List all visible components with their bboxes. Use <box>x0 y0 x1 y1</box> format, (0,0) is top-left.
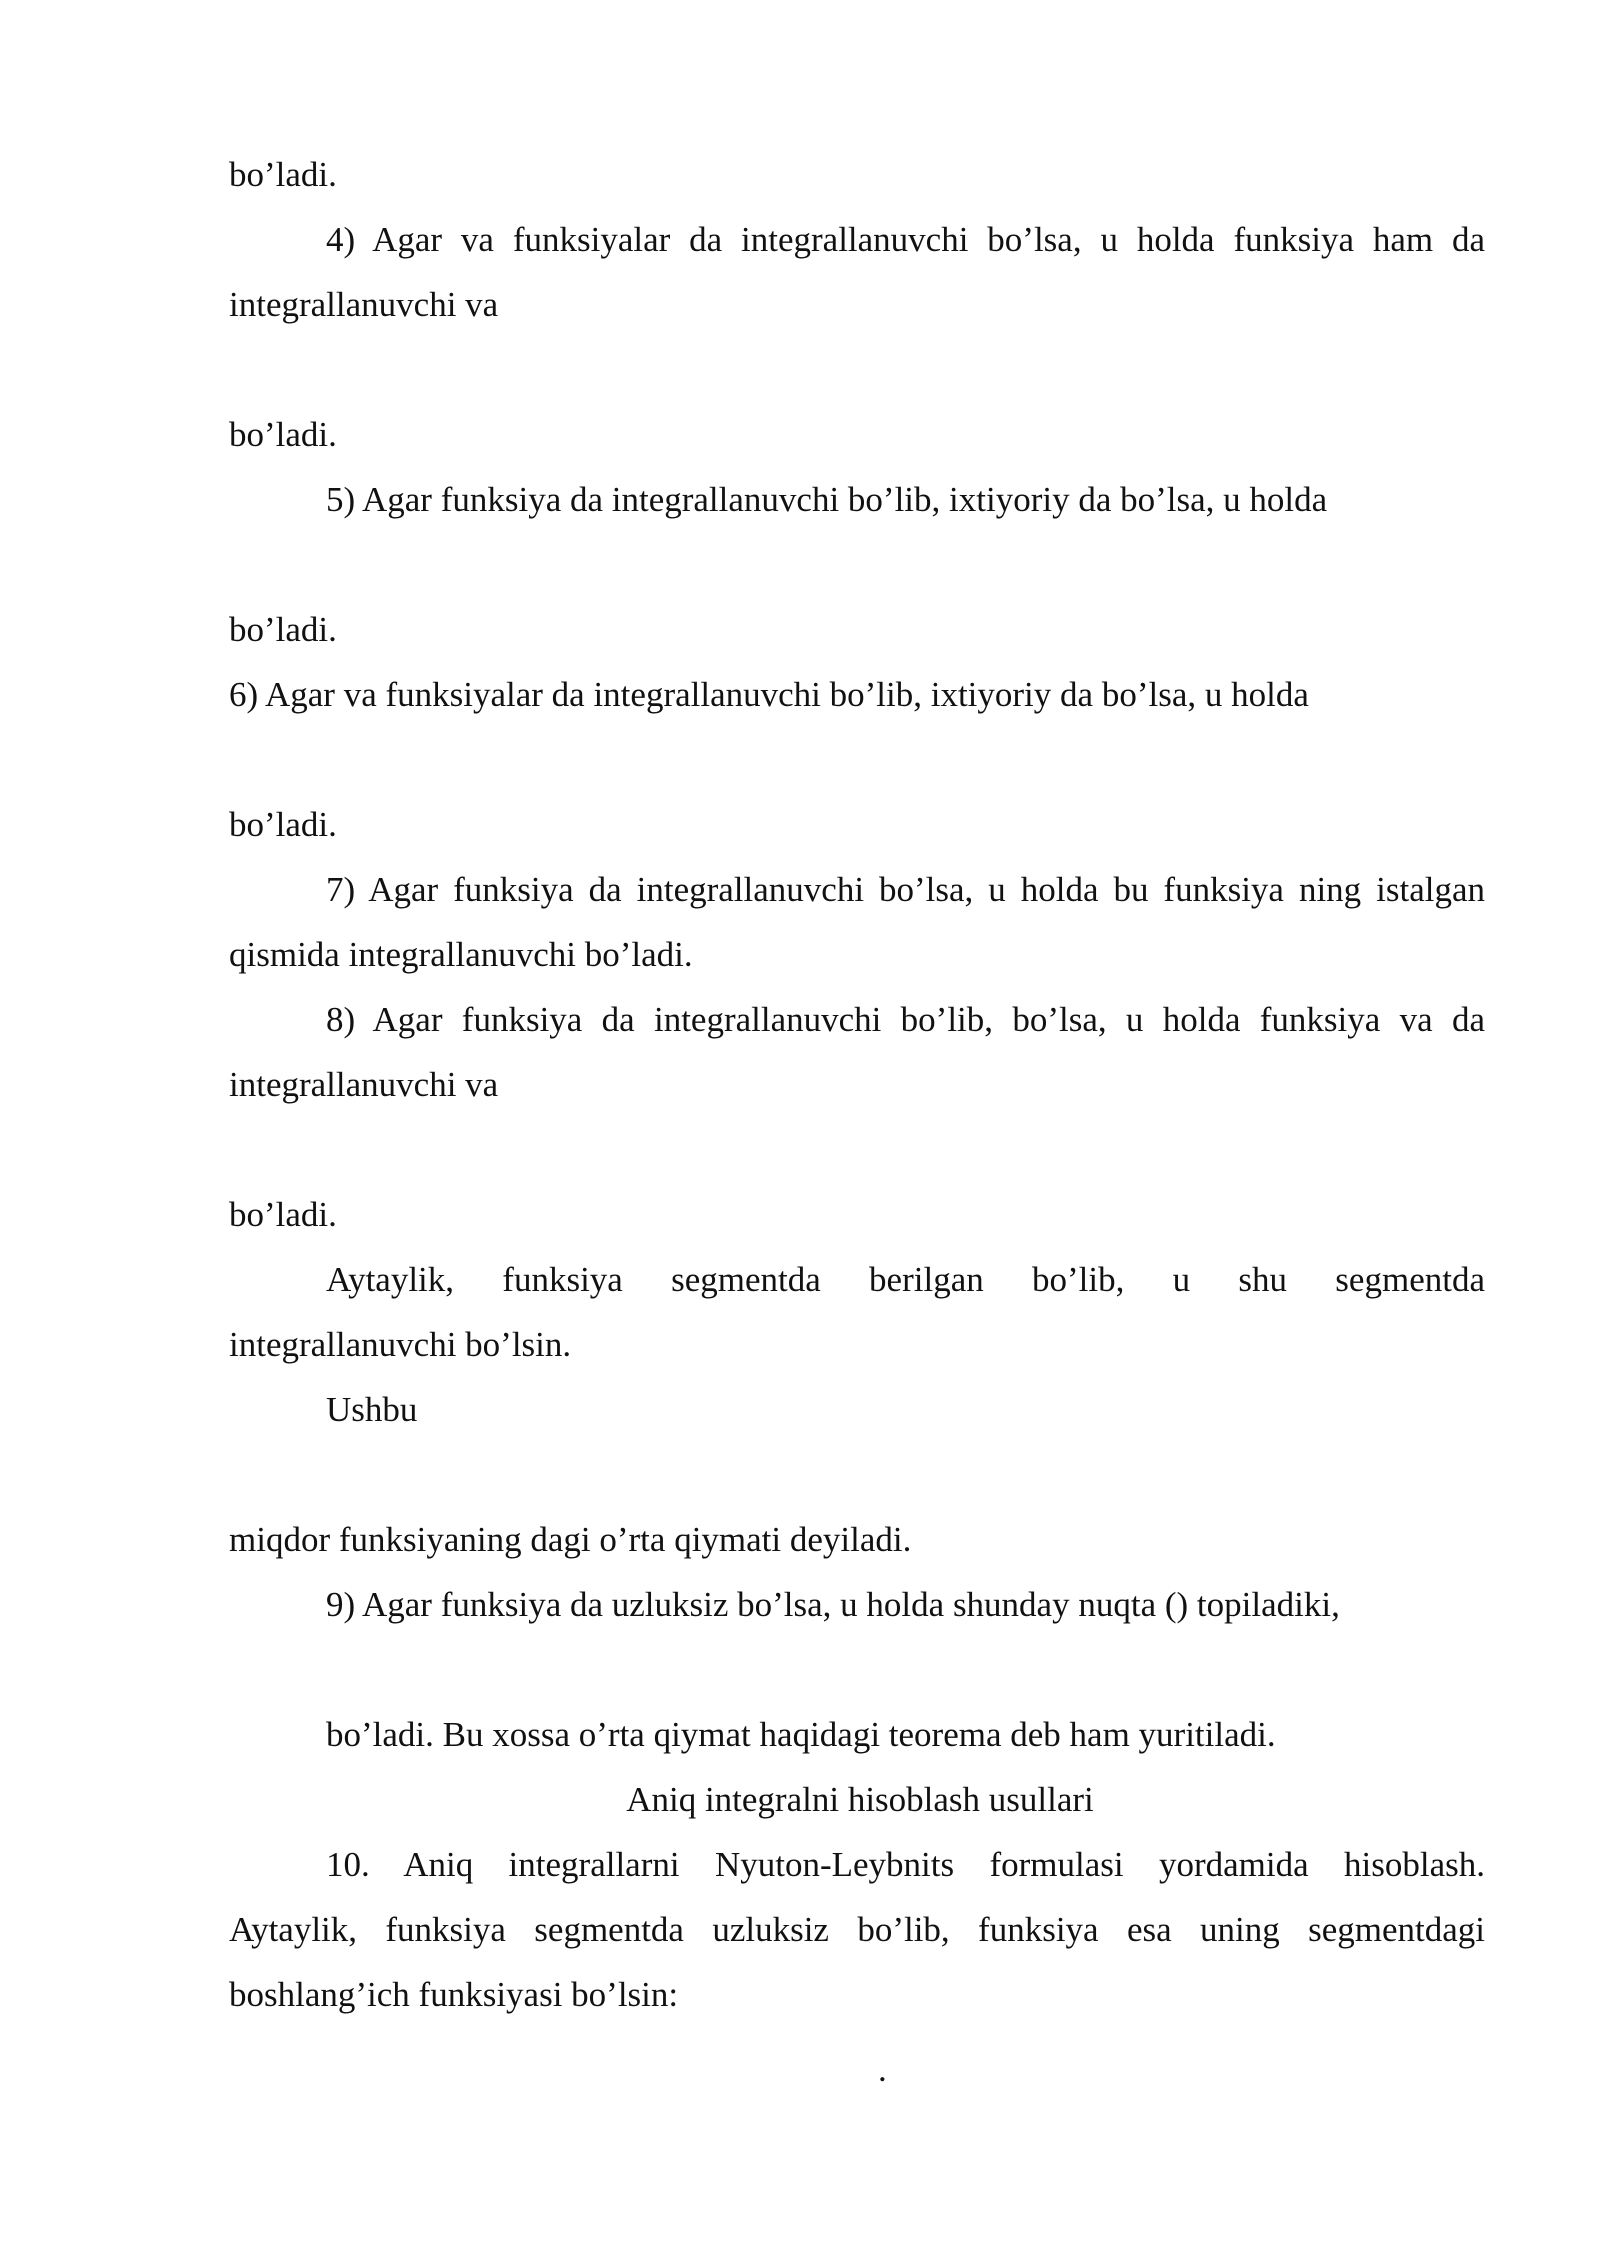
text-line: miqdor funksiyaning dagi o’rta qiymati deyiladi. <box>229 1520 912 1559</box>
text-line: integrallanuvchi va <box>229 285 499 324</box>
text-line: integrallanuvchi bo’lsin. <box>229 1325 572 1364</box>
text-line: bo’ladi. <box>229 1195 337 1234</box>
text-line: bo’ladi. <box>229 610 337 649</box>
text-line: bo’ladi. <box>229 415 337 454</box>
formula-dot: . <box>878 2050 887 2089</box>
text-line: Aytaylik, funksiya segmentda berilgan bo’lib, u shu segmentda <box>326 1260 1485 1299</box>
text-line: Ushbu <box>326 1390 418 1429</box>
text-line: 4) Agar va funksiyalar da integrallanuvchi bo’lsa, u holda funksiya ham da <box>326 220 1485 259</box>
section-heading: Aniq integralni hisoblash usullari <box>626 1780 1094 1819</box>
text-line: bo’ladi. <box>229 155 337 194</box>
text-line: 8) Agar funksiya da integrallanuvchi bo’lib, bo’lsa, u holda funksiya va da <box>326 1000 1485 1039</box>
text-line: 6) Agar va funksiyalar da integrallanuvchi bo’lib, ixtiyoriy da bo’lsa, u holda <box>229 675 1309 714</box>
text-line: integrallanuvchi va <box>229 1065 499 1104</box>
text-line: qismida integrallanuvchi bo’ladi. <box>229 935 693 974</box>
text-line: 10. Aniq integrallarni Nyuton-Leybnits formulasi yordamida hisoblash. <box>326 1845 1485 1884</box>
text-line: 5) Agar funksiya da integrallanuvchi bo’lib, ixtiyoriy da bo’lsa, u holda <box>326 480 1328 519</box>
text-line: bo’ladi. Bu xossa o’rta qiymat haqidagi teorema deb ham yuritiladi. <box>326 1715 1276 1754</box>
text-line: 7) Agar funksiya da integrallanuvchi bo’lsa, u holda bu funksiya ning istalgan <box>326 870 1485 909</box>
text-line: Aytaylik, funksiya segmentda uzluksiz bo’lib, funksiya esa uning segmentdagi <box>229 1910 1485 1949</box>
text-line: boshlang’ich funksiyasi bo’lsin: <box>229 1975 679 2014</box>
text-line: bo’ladi. <box>229 805 337 844</box>
text-line: 9) Agar funksiya da uzluksiz bo’lsa, u holda shunday nuqta () topiladiki, <box>326 1585 1340 1624</box>
